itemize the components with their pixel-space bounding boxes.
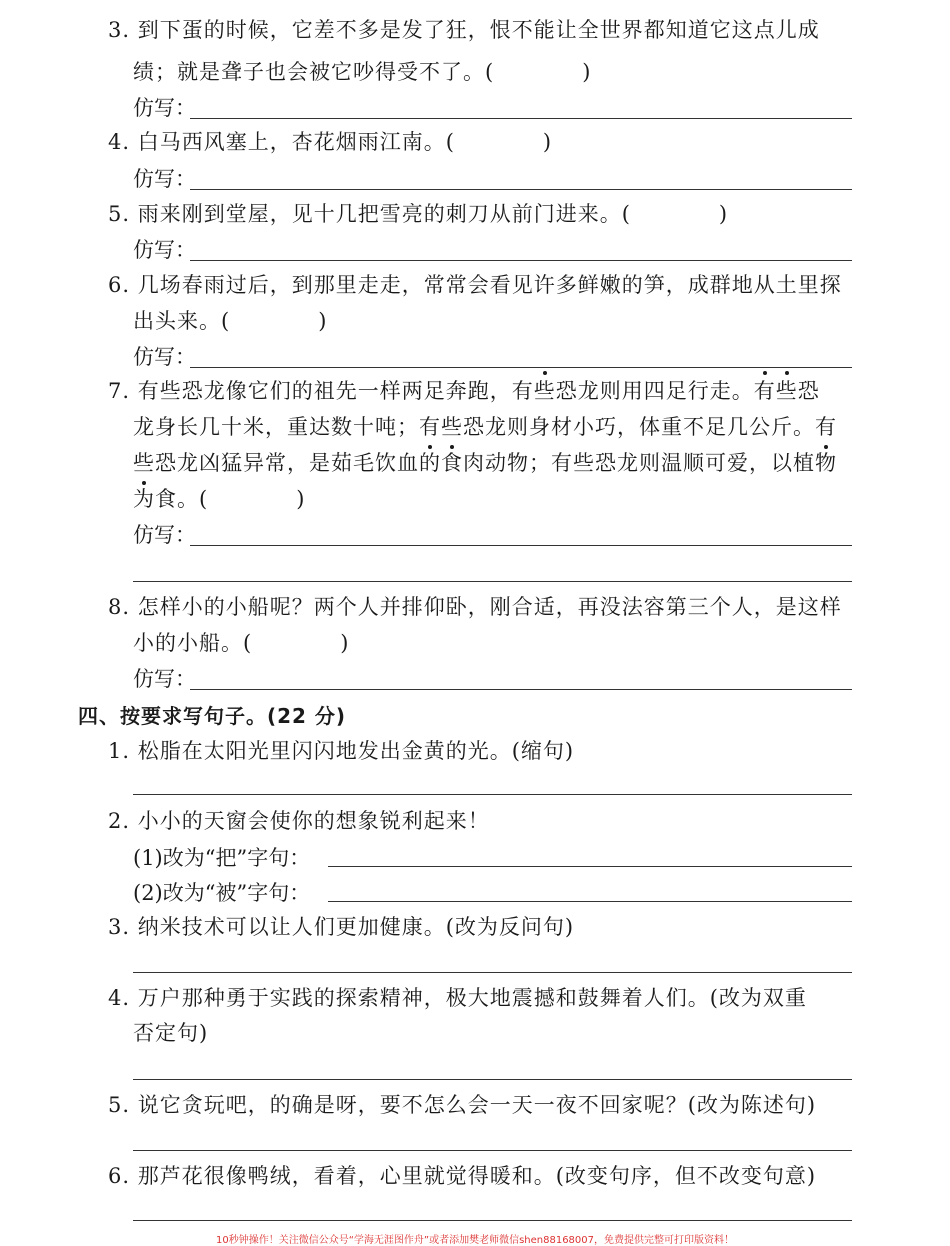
q7-line4: 为食。( ) bbox=[133, 487, 306, 511]
s5-line1: 5. 说它贪玩吧，的确是呀，要不怎么会一天一夜不回家呢？(改为陈述句) bbox=[108, 1093, 817, 1117]
q7-emphasis-char: 些 bbox=[534, 375, 556, 405]
s6-answer-line[interactable] bbox=[133, 1220, 852, 1221]
q7-answer-line-2[interactable] bbox=[133, 581, 852, 582]
q7-line3 bbox=[133, 447, 837, 477]
s1-line1: 1. 松脂在太阳光里闪闪地发出金黄的光。(缩句) bbox=[108, 739, 575, 763]
s4-answer-line[interactable] bbox=[133, 1079, 852, 1080]
q5-answer-line[interactable] bbox=[190, 260, 852, 261]
q5-line1: 5. 雨来刚到堂屋，见十几把雪亮的刺刀从前门进来。( ) bbox=[108, 202, 729, 226]
q8-line1: 8. 怎样小的小船呢？两个人并排仰卧，刚合适，再没法容第三个人，是这样 bbox=[108, 595, 842, 619]
s1-answer-line[interactable] bbox=[133, 794, 852, 795]
q3-answer-line[interactable] bbox=[190, 118, 852, 119]
q7-line1 bbox=[108, 375, 820, 405]
q7-line2 bbox=[133, 411, 837, 441]
q7-emphasis-char: 有 bbox=[754, 375, 776, 405]
q8-answer-line[interactable] bbox=[190, 689, 852, 690]
s5-answer-line[interactable] bbox=[133, 1150, 852, 1151]
s2-sub1-label: (1)改为“把”字句： bbox=[133, 846, 311, 870]
q4-line1: 4. 白马西风塞上，杏花烟雨江南。( ) bbox=[108, 130, 553, 154]
s4-line2: 否定句) bbox=[133, 1021, 209, 1045]
q6-answer-line[interactable] bbox=[190, 367, 852, 368]
q7-emphasis-char: 些 bbox=[441, 411, 463, 441]
q3-fangxie-label: 仿写： bbox=[133, 96, 196, 120]
q7-emphasis-char: 有 bbox=[419, 411, 441, 441]
q7-text: 恐龙则用四足行走。 bbox=[555, 379, 754, 403]
s3-line1: 3. 纳米技术可以让人们更加健康。(改为反问句) bbox=[108, 915, 575, 939]
q7-emphasis-char: 有 bbox=[815, 411, 837, 441]
s2-sub2-answer-line[interactable] bbox=[328, 901, 852, 902]
q6-line2: 出头来。( ) bbox=[133, 309, 328, 333]
q8-line2: 小的小船。( ) bbox=[133, 631, 350, 655]
s2-sub2-label: (2)改为“被”字句： bbox=[133, 881, 311, 905]
s2-line1: 2. 小小的天窗会使你的想象锐利起来！ bbox=[108, 809, 490, 833]
q8-fangxie-label: 仿写： bbox=[133, 667, 196, 691]
q3-line2: 绩；就是聋子也会被它吵得受不了。( ) bbox=[133, 60, 592, 84]
s2-sub1-answer-line[interactable] bbox=[328, 866, 852, 867]
q4-answer-line[interactable] bbox=[190, 189, 852, 190]
q7-text: 7. 有些恐龙像它们的祖先一样两足奔跑，有 bbox=[108, 379, 534, 403]
q7-fangxie-label: 仿写： bbox=[133, 523, 196, 547]
s3-answer-line[interactable] bbox=[133, 972, 852, 973]
q7-answer-line-1[interactable] bbox=[190, 545, 852, 546]
q3-line1: 3. 到下蛋的时候，它差不多是发了狂，恨不能让全世界都知道它这点儿成 bbox=[108, 18, 820, 42]
q7-text: 恐龙凶猛异常，是茹毛饮血的食肉动物；有些恐龙则温顺可爱，以植物 bbox=[155, 451, 837, 475]
q7-text: 恐 bbox=[797, 379, 820, 403]
q5-fangxie-label: 仿写： bbox=[133, 238, 196, 262]
q6-fangxie-label: 仿写： bbox=[133, 345, 196, 369]
q4-fangxie-label: 仿写： bbox=[133, 167, 196, 191]
q7-emphasis-char: 些 bbox=[776, 375, 798, 405]
section4-heading: 四、按要求写句子。(22 分) bbox=[78, 704, 347, 728]
q7-emphasis-char: 些 bbox=[133, 447, 155, 477]
q7-text: 龙身长几十米，重达数十吨； bbox=[133, 415, 419, 439]
q7-text: 恐龙则身材小巧，体重不足几公斤。 bbox=[463, 415, 815, 439]
q6-line1: 6. 几场春雨过后，到那里走走，常常会看见许多鲜嫩的笋，成群地从土里探 bbox=[108, 273, 842, 297]
s6-line1: 6. 那芦花很像鸭绒，看着，心里就觉得暖和。(改变句序，但不改变句意) bbox=[108, 1164, 817, 1188]
s4-line1: 4. 万户那种勇于实践的探索精神，极大地震撼和鼓舞着人们。(改为双重 bbox=[108, 986, 807, 1010]
footer-notice: 10秒钟操作！关注微信公众号“学海无涯图作舟”或者添加樊老师微信shen88168007，免费提供完整可打印版资料！ bbox=[215, 1235, 735, 1246]
